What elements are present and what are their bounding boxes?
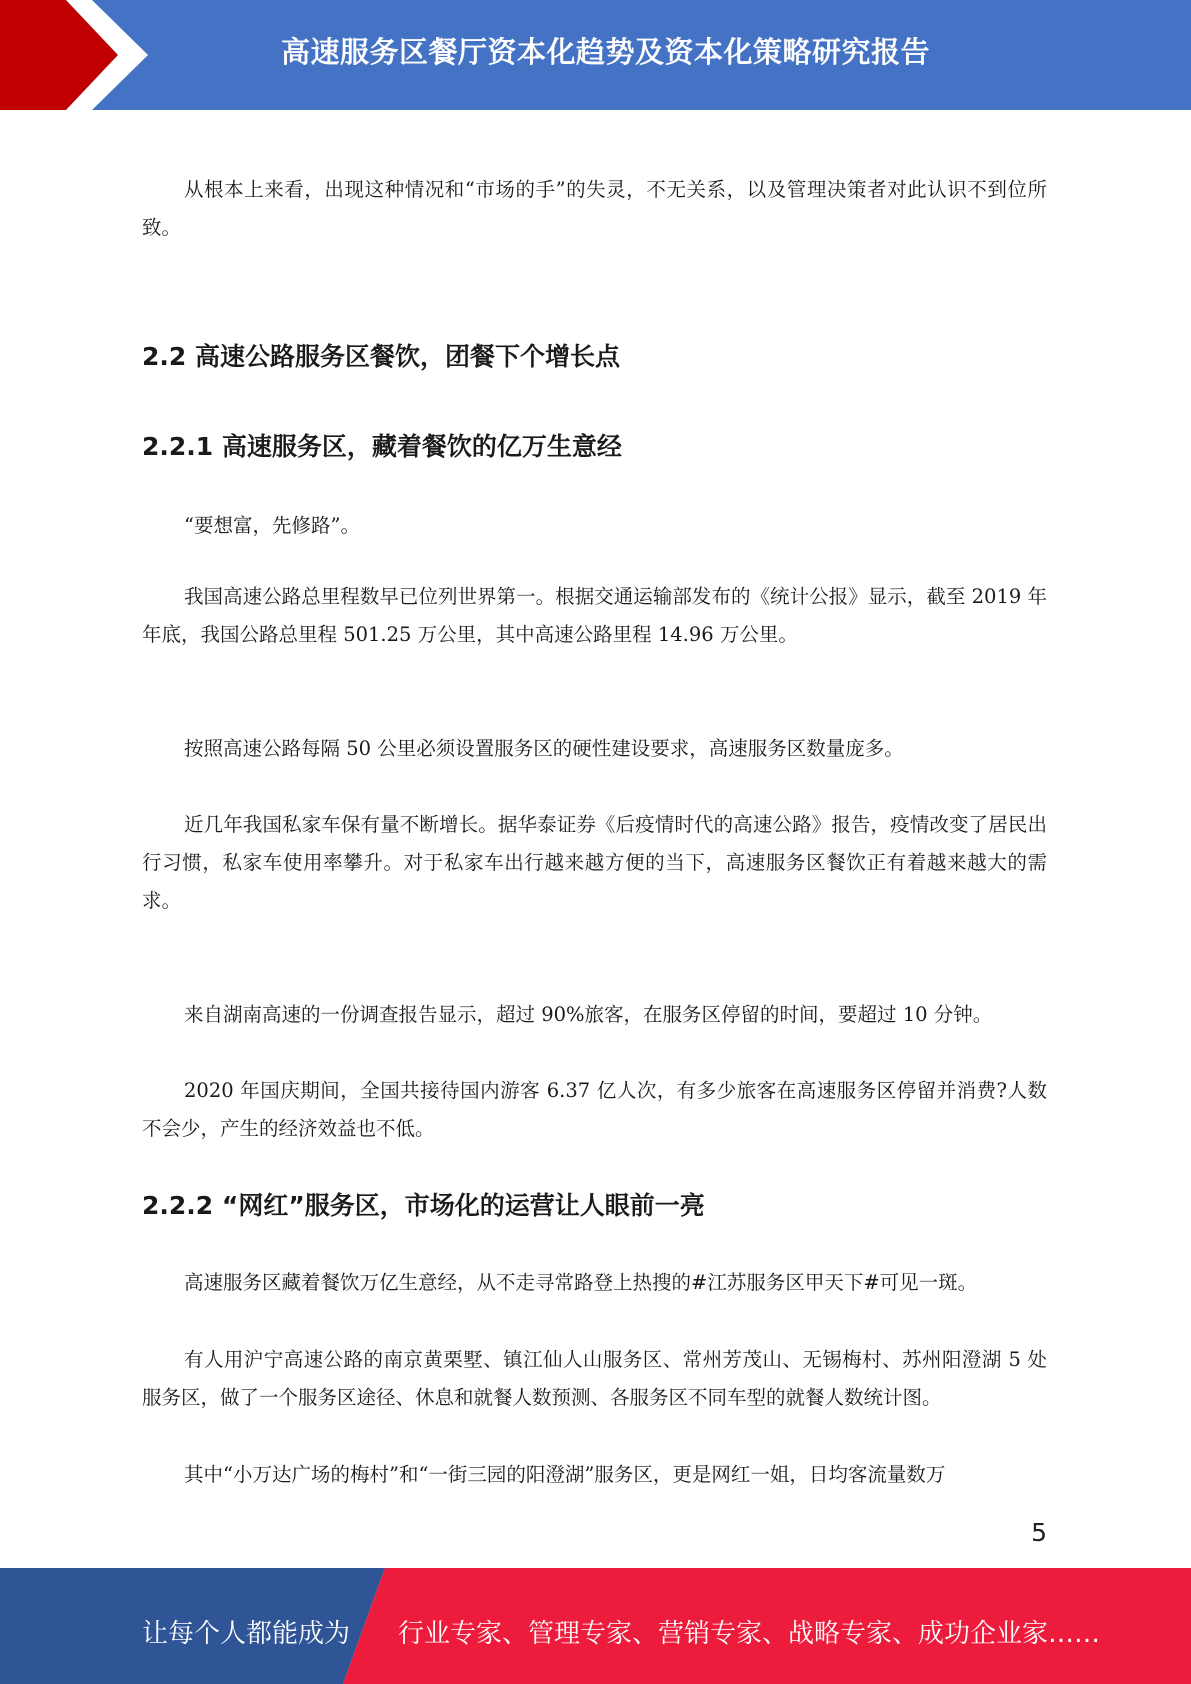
header-title: 高速服务区餐厅资本化趋势及资本化策略研究报告 — [280, 35, 930, 69]
section-heading-2-2-1: 2.2.1 高速服务区，藏着餐饮的亿万生意经 — [142, 432, 622, 461]
paragraph-five-service-areas: 有人用沪宁高速公路的南京黄栗墅、镇江仙人山服务区、常州芳茂山、无锡梅村、苏州阳澄湖 5 处服务区，做了一个服务区途径、休息和就餐人数预测、各服务区不同车型的就餐人数统计图。 — [142, 1348, 1047, 1409]
footer-slogan-left: 让每个人都能成为 — [142, 1619, 351, 1649]
paragraph-hunan-survey: 来自湖南高速的一份调查报告显示，超过 90%旅客，在服务区停留的时间，要超过 10 分钟。 — [184, 1003, 993, 1026]
paragraph-market-failure: 从根本上来看，出现这种情况和“市场的手”的失灵，不无关系，以及管理决策者对此认识不到位所致。 — [142, 178, 1047, 239]
page-number: 5 — [1031, 1518, 1047, 1547]
section-heading-2-2-2: 2.2.2 “网红”服务区，市场化的运营让人眼前一亮 — [142, 1191, 705, 1220]
paragraph-highway-mileage: 我国高速公路总里程数早已位列世界第一。根据交通运输部发布的《统计公报》显示，截至 2019 年年底，我国公路总里程 501.25 万公里，其中高速公路里程 14.96 万公里。 — [142, 585, 1047, 646]
footer-slogan-right: 行业专家、管理专家、营销专家、战略专家、成功企业家…… — [398, 1619, 1101, 1649]
paragraph-service-area-count: 按照高速公路每隔 50 公里必须设置服务区的硬性建设要求，高速服务区数量庞多。 — [184, 737, 904, 760]
paragraph-internet-famous: 其中“小万达广场的梅村”和“一街三园的阳澄湖”服务区，更是网红一姐，日均客流量数万 — [184, 1463, 946, 1486]
section-heading-2-2: 2.2 高速公路服务区餐饮，团餐下个增长点 — [142, 342, 620, 371]
paragraph-national-day: 2020 年国庆期间，全国共接待国内游客 6.37 亿人次，有多少旅客在高速服务区停留并消费?人数不会少，产生的经济效益也不低。 — [142, 1079, 1047, 1140]
paragraph-quote: “要想富，先修路”。 — [184, 514, 360, 537]
page-footer — [0, 1568, 1191, 1684]
paragraph-jiangsu-trending: 高速服务区藏着餐饮万亿生意经，从不走寻常路登上热搜的#江苏服务区甲天下#可见一斑。 — [184, 1271, 978, 1294]
paragraph-private-cars: 近几年我国私家车保有量不断增长。据华泰证券《后疫情时代的高速公路》报告，疫情改变了居民出行习惯，私家车使用率攀升。对于私家车出行越来越方便的当下，高速服务区餐饮正有着越来越大的需求。 — [142, 813, 1047, 912]
page-header — [0, 0, 1191, 110]
